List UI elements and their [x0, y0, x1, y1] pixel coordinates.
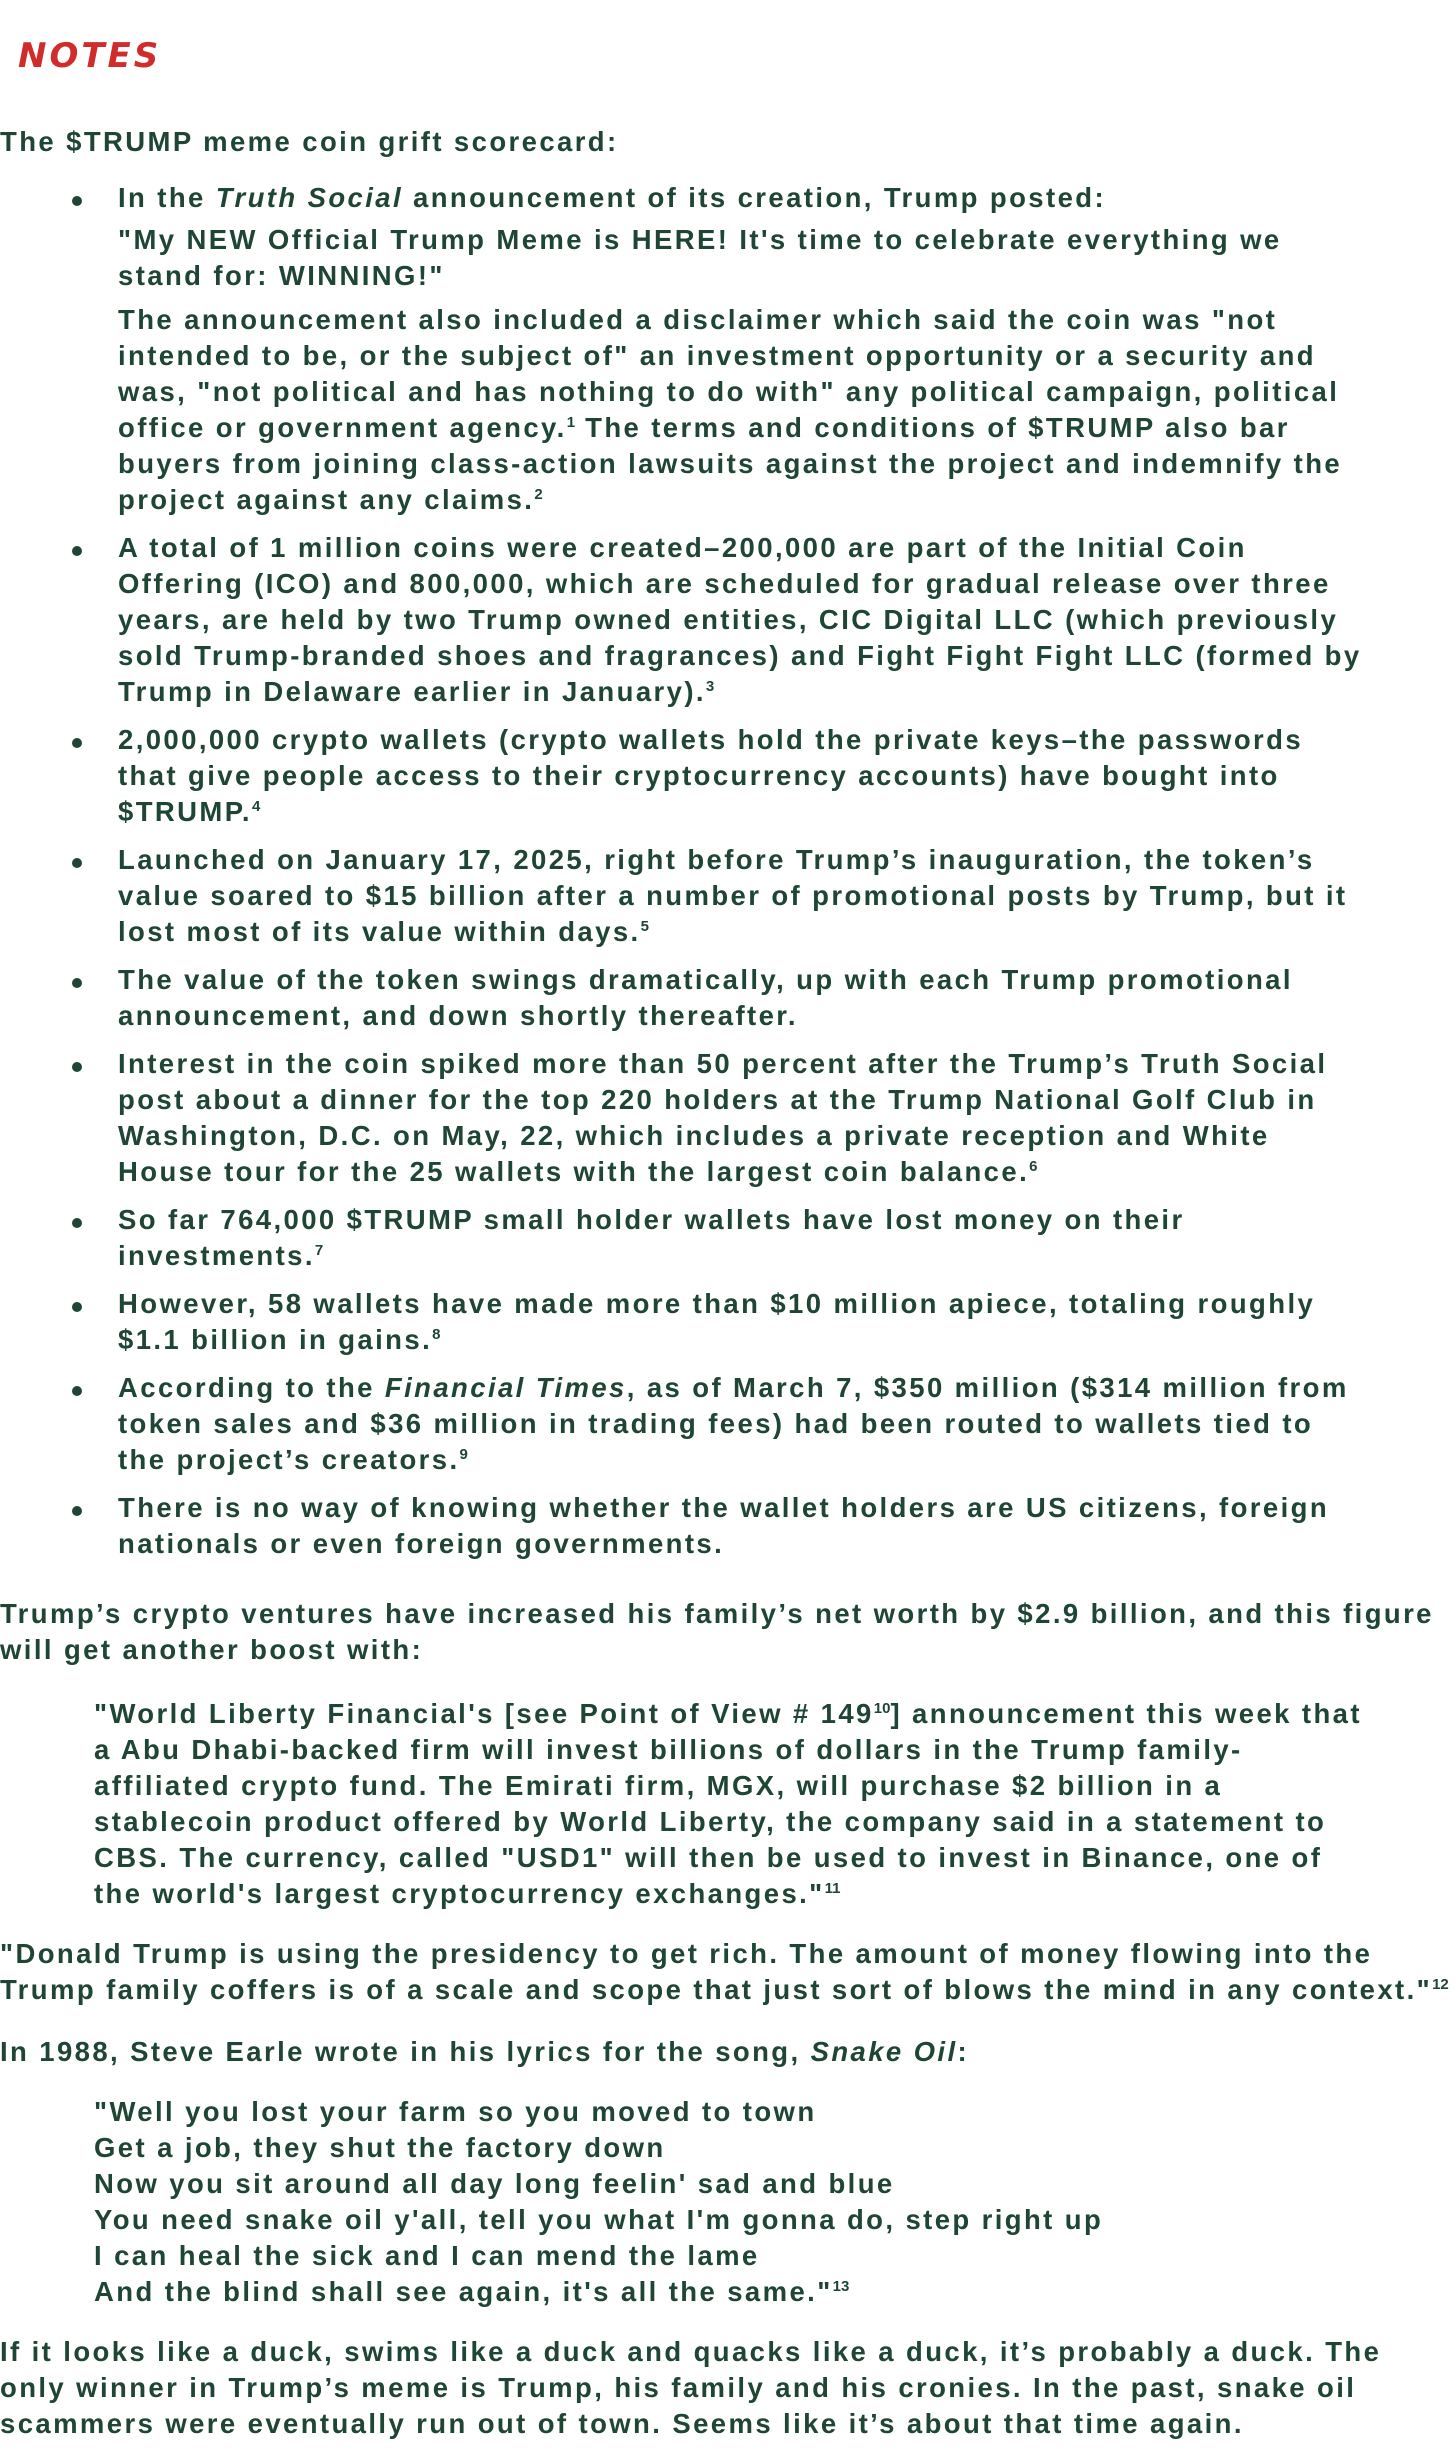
- closing-paragraph: If it looks like a duck, swims like a duck and quacks like a duck, it’s probably a duck. The only winner in Trump’s meme is Trump, his family and his cronies. In the past, snake oil scammers were eventually run out of town. Seems like it’s about that time again.: [0, 2336, 1382, 2439]
- lyric-line: Now you sit around all day long feelin' sad and blue: [94, 2168, 895, 2199]
- disclaimer-text: The announcement also included a disclaimer which said the coin was "not intended to be, or the subject of" an investment opportunity or a security and was, "not political and has nothing to do with" any political campaign, political office or government agency.$^1$ The terms and conditions of $TRUMP also bar buyers from joining class-action lawsuits against the project and indemnify the project against any claims.$^2$: [118, 304, 1343, 515]
- list-item: [0, 1490, 1456, 1562]
- bullet-text: Launched on January 17, 2025, right before Trump’s inauguration, the token’s value soared to $15 billion after a number of promotional posts by Trump, but it lost most of its value within days.: [118, 844, 1348, 947]
- bullet-text: 2,000,000 crypto wallets (crypto wallets hold the private keys–the passwords that give people access to their cryptocurrency accounts) have bought into $TRUMP.: [118, 724, 1304, 827]
- world-liberty-quote: "World Liberty Financial's [see Point of View # $149^{10}$] announcement this week that a Abu Dhabi-backed firm will invest billions of dollars in the Trump family-affiliated crypto fund. The Emirati firm, MGX, will purchase $2 billion in a stablecoin product offered by World Liberty, the company said in a statement to CBS. The currency, called "USD1" will then be used to invest in Binance, one of the world's largest cryptocurrency exchanges."$^{11}$: [94, 1698, 1362, 1909]
- financial-times-title: Financial Times: [384, 1372, 627, 1403]
- footnote-ref: 8: [432, 1326, 441, 1343]
- bullet-dot-icon: [72, 1302, 82, 1312]
- bullet-text: Interest in the coin spiked more than 50 percent after the Trump’s Truth Social post about a dinner for the top 220 holders at the Trump National Golf Club in Washington, D.C. on May, 22, which includes a private reception and White House tour for the 25 wallets with the largest coin balance.: [118, 1048, 1328, 1187]
- bullet-dot-icon: [72, 546, 82, 556]
- bullet-dot-icon: [72, 858, 82, 868]
- song-title: Snake Oil: [810, 2036, 958, 2067]
- footnote-ref: 11: [824, 1880, 841, 1897]
- list-item: [0, 962, 1456, 1034]
- bullet-text: There is no way of knowing whether the wallet holders are US citizens, foreign nationals or even foreign governments.: [118, 1492, 1330, 1559]
- scorecard-intro: The $TRUMP meme coin grift scorecard:: [0, 126, 619, 157]
- bullet-text: A total of 1 million coins were created–200,000 are part of the Initial Coin Offering (ICO) and 800,000, which are scheduled for gradual release over three years, are held by two Trump owned entities, CIC Digital LLC (which previously sold Trump-branded shoes and fragrances) and Fight Fight Fight LLC (formed by Trump in Delaware earlier in January).: [118, 532, 1362, 707]
- list-item: According to the Financial Times, as of March 7, $350 million ($314 million from token sales and $36 million in trading fees) had been routed to wallets tied to the project’s creators.$^9$: [0, 1370, 1456, 1478]
- bullet-dot-icon: [72, 1506, 82, 1516]
- footnote-ref: 7: [314, 1242, 324, 1259]
- earle-intro: In 1988, Steve Earle wrote in his lyrics for the song, Snake Oil:: [0, 2036, 970, 2067]
- list-item: [0, 180, 1456, 518]
- scorecard-list: [0, 180, 1456, 1574]
- footnote-ref: 2: [534, 486, 543, 503]
- footnote-ref: 5: [640, 918, 649, 935]
- snake-oil-lyrics: [0, 2094, 1456, 2310]
- bullet-text: In the Truth Social announcement of its creation, Trump posted:: [118, 182, 1107, 213]
- list-item: [0, 1046, 1456, 1190]
- notes-heading: NOTES: [18, 36, 162, 76]
- bullet-dot-icon: [72, 738, 82, 748]
- list-item: [0, 1202, 1456, 1274]
- list-item: [0, 1286, 1456, 1358]
- bullet-text: So far 764,000 $TRUMP small holder wallets have lost money on their investments.: [118, 1204, 1185, 1271]
- footnote-ref: 1: [566, 414, 576, 431]
- footnote-ref: 13: [832, 2278, 850, 2295]
- presidency-quote: "Donald Trump is using the presidency to get rich. The amount of money flowing into the Trump family coffers is of a scale and scope that just sort of blows the mind in any context."$^{12}$: [0, 1938, 1449, 2005]
- net-worth-paragraph: Trump’s crypto ventures have increased his family’s net worth by $2.9 billion, and this figure will get another boost with:: [0, 1598, 1434, 1665]
- footnote-ref: 3: [705, 678, 715, 695]
- bullet-text: The value of the token swings dramatically, up with each Trump promotional announcement, and down shortly thereafter.: [118, 964, 1293, 1031]
- bullet-dot-icon: [72, 978, 82, 988]
- list-item: [0, 722, 1456, 830]
- bullet-dot-icon: [72, 1062, 82, 1072]
- bullet-dot-icon: [72, 196, 82, 206]
- footnote-ref: 10: [873, 1700, 891, 1717]
- trump-post-quote: "My NEW Official Trump Meme is HERE! It's time to celebrate everything we stand for: WINNING!": [118, 224, 1282, 291]
- footnote-ref: 4: [251, 798, 261, 815]
- list-item: [0, 842, 1456, 950]
- footnote-ref: 9: [459, 1446, 468, 1463]
- bullet-dot-icon: [72, 1386, 82, 1396]
- lyric-line: You need snake oil y'all, tell you what I'm gonna do, step right up: [94, 2204, 1104, 2235]
- lyric-line: And the blind shall see again, it's all the same."$^{13}$: [94, 2276, 850, 2307]
- footnote-ref: 12: [1432, 1976, 1449, 1993]
- truth-social-title: Truth Social: [215, 182, 403, 213]
- list-item: [0, 530, 1456, 710]
- lyric-line: I can heal the sick and I can mend the lame: [94, 2240, 760, 2271]
- lyric-line: Get a job, they shut the factory down: [94, 2132, 666, 2163]
- footnote-ref: 6: [1029, 1158, 1038, 1175]
- bullet-dot-icon: [72, 1218, 82, 1228]
- lyric-line: "Well you lost your farm so you moved to town: [94, 2096, 817, 2127]
- bullet-text: However, 58 wallets have made more than $10 million apiece, totaling roughly $1.1 billion in gains.: [118, 1288, 1316, 1355]
